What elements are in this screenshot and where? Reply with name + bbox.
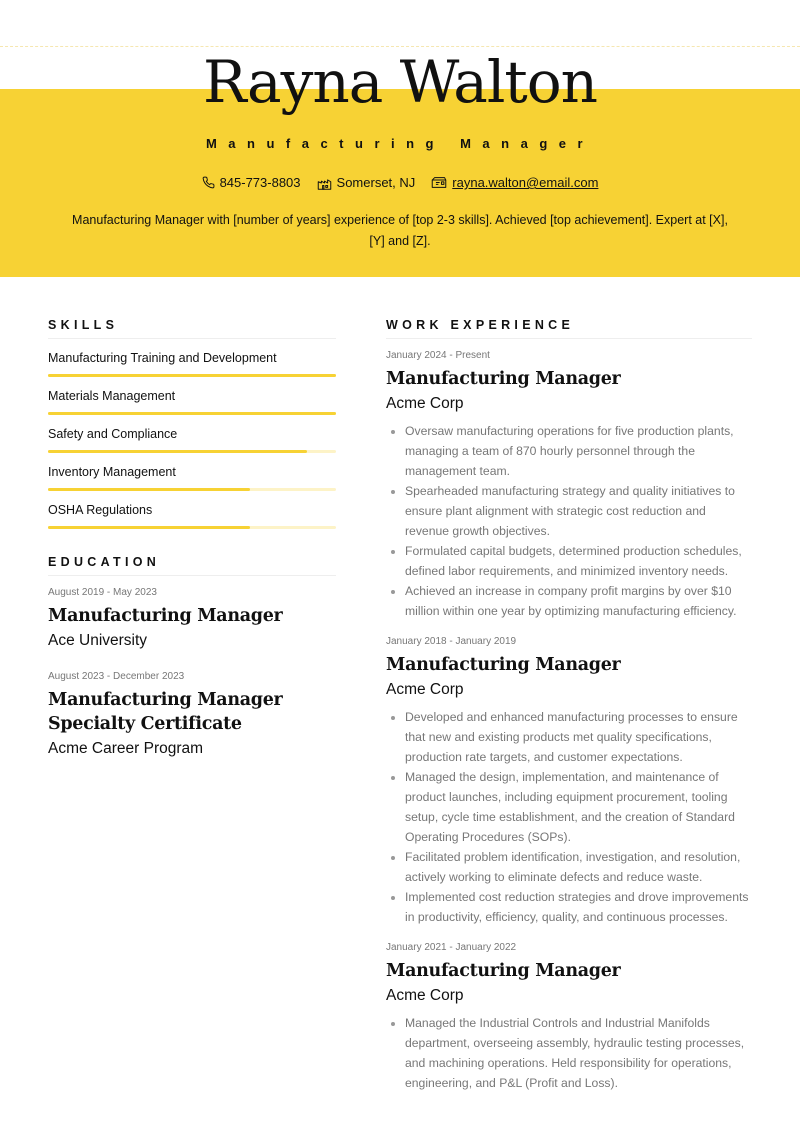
- email-icon: [431, 176, 447, 189]
- phone-number: 845-773-8803: [219, 175, 301, 190]
- job-bullet: • Facilitated problem identification, investigation, and resolution, actively working to eliminate defects and reduce waste.: [405, 847, 752, 887]
- skill-level-fill: [48, 526, 250, 529]
- job-date: January 2018 - January 2019: [386, 636, 517, 647]
- skill-name: Materials Management: [48, 389, 176, 403]
- experience-list: [386, 349, 752, 1093]
- education-title: Manufacturing Manager Specialty Certificate: [48, 690, 283, 734]
- skill-level-fill: [48, 412, 336, 415]
- job-title: Manufacturing Manager: [386, 655, 621, 675]
- job-bullet: • Oversaw manufacturing operations for five production plants, managing a team of 870 hourly personnel through the management team.: [405, 421, 752, 481]
- location-icon: [317, 176, 332, 190]
- job-bullet: • Achieved an increase in company profit margins by over $10 million within one year by optimizing manufacturing efficiency.: [405, 581, 752, 621]
- skill-level-bar: [48, 450, 336, 453]
- education-date: August 2019 - May 2023: [48, 587, 157, 598]
- job-bullet: • Spearheaded manufacturing strategy and quality initiatives to ensure plant alignment with strategic cost reduction and revenue growth objectives.: [405, 481, 752, 541]
- right-column: [386, 318, 752, 1107]
- skill-name: OSHA Regulations: [48, 503, 153, 517]
- contact-phone: [202, 175, 301, 190]
- job-date: January 2024 - Present: [386, 350, 490, 361]
- summary-text: Manufacturing Manager with [number of years] experience of [top 2-3 skills]. Achieved [top achievement]. Expert at [X], [Y] and [Z].: [72, 213, 728, 248]
- skill-item: [48, 349, 336, 377]
- education-date: August 2023 - December 2023: [48, 671, 185, 682]
- skill-level-fill: [48, 374, 336, 377]
- skill-level-fill: [48, 488, 250, 491]
- experience-heading: WORK EXPERIENCE: [386, 318, 752, 339]
- skill-item: [48, 501, 336, 529]
- job-date: January 2021 - January 2022: [386, 942, 517, 953]
- job-company: Acme Corp: [386, 681, 464, 698]
- skills-list: [48, 349, 336, 529]
- job-title: Manufacturing Manager: [205, 136, 595, 151]
- skill-level-bar: [48, 412, 336, 415]
- job-bullet: • Managed the Industrial Controls and Industrial Manifolds department, overseeing assembly, hydraulic testing processes, and machining operations. Held responsibility for operations, engineering, and P&L (Profit and Loss).: [405, 1013, 752, 1093]
- phone-icon: [202, 176, 215, 189]
- skills-heading: SKILLS: [48, 318, 336, 339]
- job-company: Acme Corp: [386, 987, 464, 1004]
- job-title: Manufacturing Manager: [386, 369, 621, 389]
- education-section: [48, 555, 336, 760]
- skill-item: [48, 425, 336, 453]
- job-entry: [386, 349, 752, 621]
- skill-name: Inventory Management: [48, 465, 176, 479]
- candidate-name: Rayna Walton: [203, 48, 597, 116]
- contact-row: [0, 175, 800, 190]
- skill-level-fill: [48, 450, 307, 453]
- job-title: Manufacturing Manager: [386, 961, 621, 981]
- job-bullet: • Developed and enhanced manufacturing processes to ensure that new and existing products met quality specifications, production rate targets, and customer expectations.: [405, 707, 752, 767]
- contact-location: [317, 175, 416, 190]
- contact-email: [431, 175, 598, 190]
- skill-item: [48, 387, 336, 415]
- job-bullet: • Formulated capital budgets, determined production schedules, defined labor requirements, and minimized inventory needs.: [405, 541, 752, 581]
- job-company: Acme Corp: [386, 395, 464, 412]
- skill-level-bar: [48, 374, 336, 377]
- education-heading: EDUCATION: [48, 555, 336, 576]
- skills-section: [48, 318, 336, 529]
- education-item: [48, 586, 336, 652]
- education-list: [48, 586, 336, 760]
- job-bullets: [386, 421, 752, 621]
- left-column: [48, 318, 336, 760]
- location-text: Somerset, NJ: [336, 175, 416, 190]
- email-link[interactable]: rayna.walton@email.com: [452, 175, 599, 190]
- job-entry: [386, 635, 752, 927]
- education-institution: Ace University: [48, 632, 148, 649]
- skill-level-bar: [48, 526, 336, 529]
- education-item: [48, 670, 336, 760]
- education-institution: Acme Career Program: [48, 740, 204, 757]
- job-bullets: [386, 1013, 752, 1093]
- skill-name: Safety and Compliance: [48, 427, 178, 441]
- education-title: Manufacturing Manager: [48, 606, 283, 626]
- job-entry: [386, 941, 752, 1093]
- job-bullet: • Implemented cost reduction strategies and drove improvements in productivity, efficiency, quality, and continuous processes.: [405, 887, 752, 927]
- job-bullets: [386, 707, 752, 927]
- skill-name: Manufacturing Training and Development: [48, 351, 277, 365]
- skill-level-bar: [48, 488, 336, 491]
- skill-item: [48, 463, 336, 491]
- job-bullet: • Managed the design, implementation, and maintenance of product launches, including equipment procurement, tooling setup, cycle time establishment, and the creation of Standard Operating Procedures (SOPs).: [405, 767, 752, 847]
